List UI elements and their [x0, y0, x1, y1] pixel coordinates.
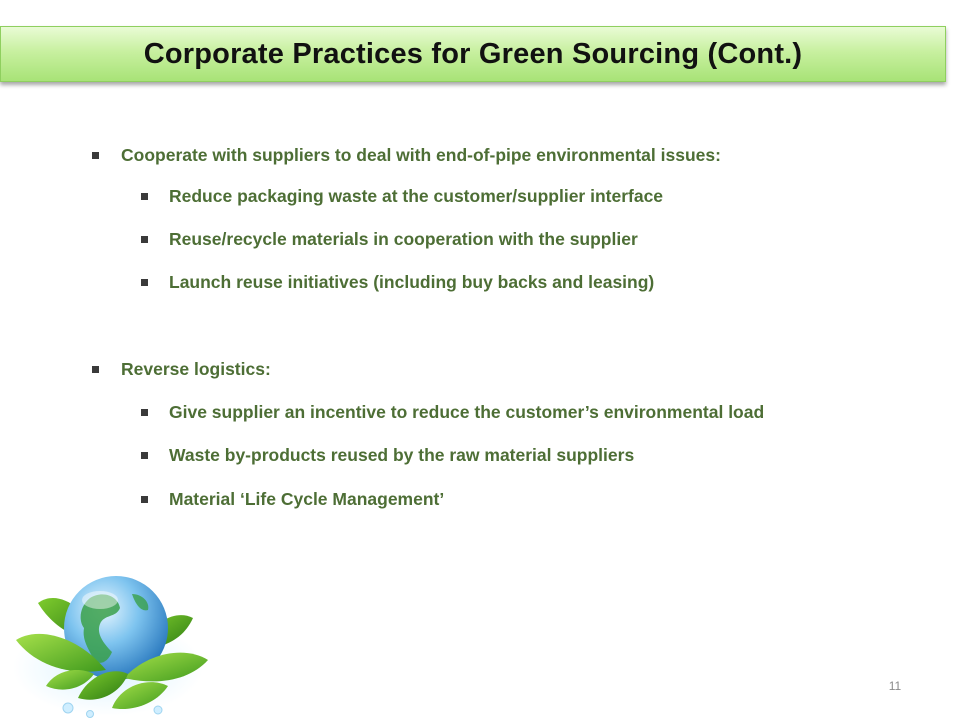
bullet-text: Launch reuse initiatives (including buy backs and leasing): [169, 272, 655, 292]
sub-bullet: [141, 489, 444, 510]
bullet-section-1: [92, 145, 721, 166]
bullet-section-2: [92, 359, 271, 380]
bullet-text: Reverse logistics:: [121, 359, 271, 379]
bullet-text: Give supplier an incentive to reduce the customer’s environmental load: [169, 402, 765, 422]
square-bullet-icon: [141, 409, 148, 416]
title-bar: [0, 26, 946, 82]
sub-bullet: [141, 272, 654, 293]
sub-bullet: [141, 402, 764, 423]
square-bullet-icon: [141, 279, 148, 286]
sub-bullet: [141, 186, 663, 207]
square-bullet-icon: [141, 236, 148, 243]
square-bullet-icon: [141, 193, 148, 200]
square-bullet-icon: [92, 366, 99, 373]
bullet-text: Cooperate with suppliers to deal with end-of-pipe environmental issues:: [121, 145, 721, 165]
slide-title: Corporate Practices for Green Sourcing (Cont.): [143, 37, 803, 70]
sub-bullet: [141, 445, 634, 466]
square-bullet-icon: [92, 152, 99, 159]
square-bullet-icon: [141, 496, 148, 503]
square-bullet-icon: [141, 452, 148, 459]
page-number: 11: [888, 679, 902, 693]
bullet-text: Waste by-products reused by the raw material suppliers: [169, 445, 635, 465]
globe-with-leaves-icon: [8, 548, 218, 720]
sub-bullet: [141, 229, 638, 250]
bullet-text: Reduce packaging waste at the customer/supplier interface: [169, 186, 664, 206]
bullet-text: Reuse/recycle materials in cooperation with the supplier: [169, 229, 638, 249]
bullet-text: Material ‘Life Cycle Management’: [169, 489, 445, 509]
